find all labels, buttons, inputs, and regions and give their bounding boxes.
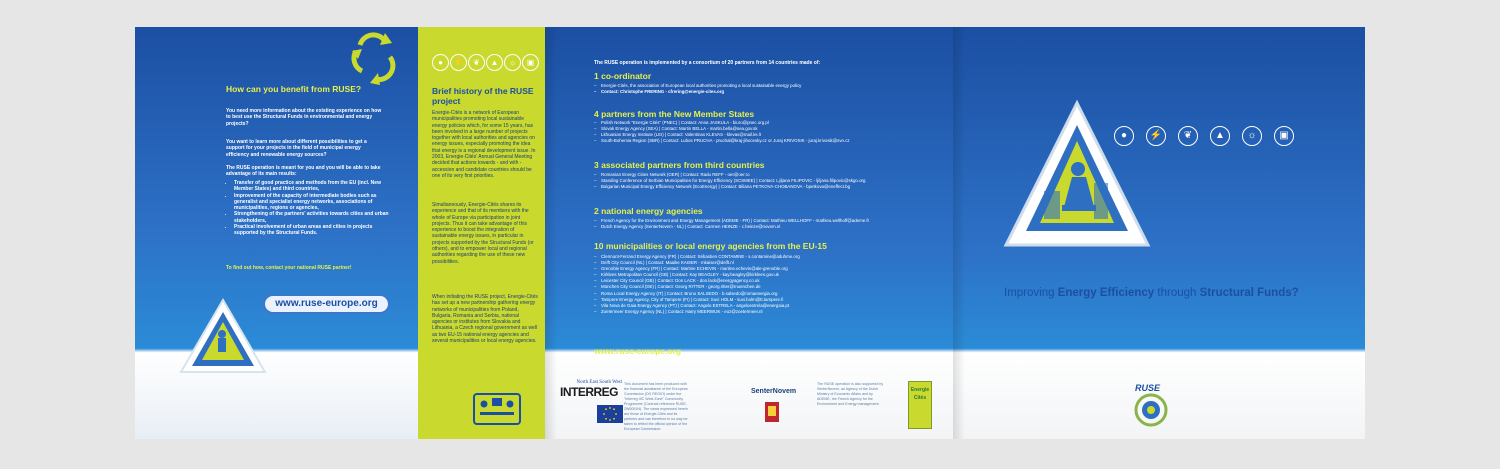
section-title: 2 national energy agencies (594, 206, 703, 216)
fold-shadow (953, 27, 965, 439)
drop-icon: ● (432, 54, 449, 71)
senternovem-logo: SenterNovem (751, 388, 797, 395)
support-statement: The RUSE operation is also supported by SenterNovem, an Agency of the Dutch Ministry of Economic Affairs and by ADEME, the French Agency for the Environment and Energy management. (817, 382, 884, 406)
leaf-icon: ❦ (1178, 126, 1198, 146)
leaf-icon: ❦ (468, 54, 485, 71)
eu-flag-icon (597, 405, 623, 423)
list-item: – Energie-Cités, the association of European local authorities promoting a local sustainable energy policy (594, 83, 944, 89)
ruse-emblem-icon (1134, 393, 1168, 427)
section-entries (594, 120, 944, 144)
list-item: – Romanian Energy Cities Network (OER) | Contact: Radu REFF - oer@oer.ro (594, 172, 944, 178)
list-item: – Bulgarian Municipal Energy Efficiency Network (EcoEnergy) | Contact: Biliana PETKOVA-CHOBANOVA - bpetkova@eneffect.bg (594, 184, 944, 190)
section-entries (594, 83, 944, 95)
list-item: – Contact: Christophe FRERING - cfrering@energie-cites.org (594, 89, 944, 95)
benefit-intro-3: The RUSE operation is meant for you and you will be able to take advantage of its main results: (226, 165, 381, 178)
tagline-part: Improving (1004, 287, 1058, 299)
bus-icon: ▣ (1274, 126, 1294, 146)
tagline-part: through (1154, 287, 1200, 299)
list-item: – Slovak Energy Agency (SEA) | Contact: Martin BELLA - martin.bella@sea.gov.sk (594, 126, 944, 132)
benefit-heading: How can you benefit from RUSE? (226, 84, 362, 94)
ruse-website-link[interactable]: www.ruse-europe.org (263, 294, 390, 314)
benefit-cta: To find out how, contact your national RUSE partner! (226, 265, 352, 271)
funding-statement: This document has been produced with the financial assistance of the European Commission (DG REGIO) under the "Interreg IIIC West Zone" Community Programme (Contract reference RUSE, 2W0051N). The views expressed herein are those of Energie-Cités and its partners and can therefore in no way be taken to reflect the official opinion of the European Commission. (624, 382, 688, 431)
pyramid-icon: ▲ (486, 54, 503, 71)
lightning-icon: ⚡ (1146, 126, 1166, 146)
list-item: • Strengthening of the partners' activities towards cities and urban stakeholders, (234, 211, 392, 224)
section-title: 1 co-ordinator (594, 71, 652, 81)
interreg-logo (560, 380, 622, 399)
history-para-1: Energie-Cités is a network of European municipalities promoting local sustainable energy policies which, for some 15 years, has been involved in a large number of projects together with local authorities and agencies on energy issues, especially promoting the idea that energy is a regional development issue. In 2003, Energie-Cités' Annual General Meeting decided that actions towards - and with - accession and candidate countries should be one of its very first priorities. (432, 110, 536, 179)
energie-cites-logo: Energie Cités (908, 381, 932, 429)
list-item: – Delft City Council (NL) | Contact: Maaike KAISER - mkaiser@delft.nl (594, 260, 944, 266)
interreg-subtitle: North East South West (576, 380, 622, 385)
ademe-logo-icon (765, 402, 779, 422)
history-para-3: When initiating the RUSE project, Energie-Cités has set up a new partnership gathering energy networks of municipalities from Poland, Bulgaria, Romania and Serbia, national agencies or institutes from Slovakia and Lithuania, a Czech regional government as well as two EU-15 national energy agencies and several municipalities or local energy agencies. (432, 294, 538, 345)
list-item: – Dutch Energy Agency (SenterNovem - NL) | Contact: Carmen HEINZE - c.heinze@novem.nl (594, 224, 944, 230)
section-title: 4 partners from the New Member States (594, 109, 755, 119)
history-para-2: Simultaneously, Energie-Cités shares its experience and that of its members with the whole of Europe via participation in joint projects. Thus it can take advantage of this experience to boost the integration of sustainable energy issues, in particular in projects supported by the Structural Funds (or others), and to empower local and regional authorities regarding the use of these new possibilities. (432, 202, 534, 265)
list-item: • Improvement of the capacity of intermediate bodies such as generalist and specialist energy networks, associations of municipalities, regions or agencies, (234, 193, 392, 212)
section-title: 10 municipalities or local energy agencies from the EU-15 (594, 241, 827, 251)
tagline-emphasis: Energy Efficiency (1057, 287, 1155, 299)
ruse-logo: RUSE (1135, 383, 1161, 393)
pyramid-icon: ▲ (1210, 126, 1230, 146)
list-item: – Lithuanian Energy Institute (LEI) | Contact: Valentinas KLEVAS - klevas@mail.lei.lt (594, 132, 944, 138)
section-entries (594, 254, 944, 315)
lightning-icon: ⚡ (450, 54, 467, 71)
list-item: – Polish Network "Energie Cités" (PNEC) | Contact: Anna JASKULA - biuro@pnec.org.pl (594, 120, 944, 126)
cover-tagline (1004, 287, 1314, 299)
list-item: – French Agency for the Environment and Energy Management (ADEME - FR) | Contact: Mathieu WELLHOFF - mathieu.wellhoff@ademe.fr (594, 218, 944, 224)
partners-intro: The RUSE operation is implemented by a consortium of 20 partners from 14 countries made of: (594, 60, 821, 66)
list-item: – Roma Local Energy Agency (IT) | Contact: Bruno SALSEDO - b.salsedo@romaenergia.org (594, 291, 944, 297)
partners-website-link[interactable]: www.ruse-europe.org (594, 346, 682, 356)
list-item: – Clermont-Ferrand Energy Agency (FR) | Contact: Sébastien CONTAMINE - s.contamine@aduhme.org (594, 254, 944, 260)
list-item: – Vila Nova de Gaia Energy Agency (PT) | Contact: Angelo ESTRELA - angeloestrela@energaia.pt (594, 303, 944, 309)
list-item: – Kirklees Metropolitan Council (GB) | Contact: Kay BEAGLEY - kay.beagley@kirklees.gov.uk (594, 272, 944, 278)
benefit-list (226, 180, 392, 237)
list-item: – Grenoble Energy Agency (FR) | Contact: Martine ECHEVIN - martine.echevin@ale-grenoble.org (594, 266, 944, 272)
list-item: – Leicester City Council (GB) | Contact: Don LACK - don.lack@energyagency.co.uk (594, 278, 944, 284)
interreg-title: INTERREG (560, 385, 619, 399)
list-item: – Zoetermeer Energy Agency (NL) | Contact: Harry MEERWIJK - eoz@zoetermeer.nl (594, 309, 944, 315)
benefit-intro-1: You need more information about the existing experience on how to best use the Structural Funds in environmental and energy projects? (226, 108, 382, 127)
sun-icon: ☼ (1242, 126, 1262, 146)
warning-sign-icon (178, 296, 268, 376)
benefit-intro-2: You want to learn more about different possibilities to get a support for your projects in the field of municipal energy efficiency and renewable energy sources? (226, 139, 367, 158)
meeting-people-icon (472, 392, 522, 426)
tagline-emphasis: Structural Funds? (1199, 287, 1299, 299)
section-title: 3 associated partners from third countries (594, 160, 765, 170)
list-item: – Standing Conference of Serbian Municipalities for Energy Efficiency (SCSMEE) | Contact: Ljiljana FILIPOVIC - ljiljana.filipovic@skgo.org (594, 178, 944, 184)
drop-icon: ● (1114, 126, 1134, 146)
bus-icon: ▣ (522, 54, 539, 71)
sun-icon: ☼ (504, 54, 521, 71)
list-item: – Tampere Energy Agency, City of Tampere (FI) | Contact: Suvi HOLM - suvi.holm@tt.tampere.fi (594, 297, 944, 303)
history-heading: Brief history of the RUSE project (432, 86, 534, 106)
list-item: – South-Bohemia Region (SBR) | Contact: Lubos PRUCHA - pruchal@kraj-jihocesky.cz or Juraj KRIVOSIK - juraj.krivosik@svn.cz (594, 138, 944, 144)
list-item: • Transfer of good practice and methods from the EU (incl. New Member States) and third countries, (234, 180, 392, 193)
fold-shadow (545, 27, 557, 439)
warning-sign-icon (1002, 95, 1152, 255)
list-item: – München City Council (DE) | Contact: Georg RITTER - georg.ritter@muenchen.de (594, 284, 944, 290)
list-item: • Practical involvement of urban areas and cities in projects supported by the Structural Funds. (234, 224, 392, 237)
section-entries (594, 172, 944, 190)
section-entries (594, 218, 944, 230)
